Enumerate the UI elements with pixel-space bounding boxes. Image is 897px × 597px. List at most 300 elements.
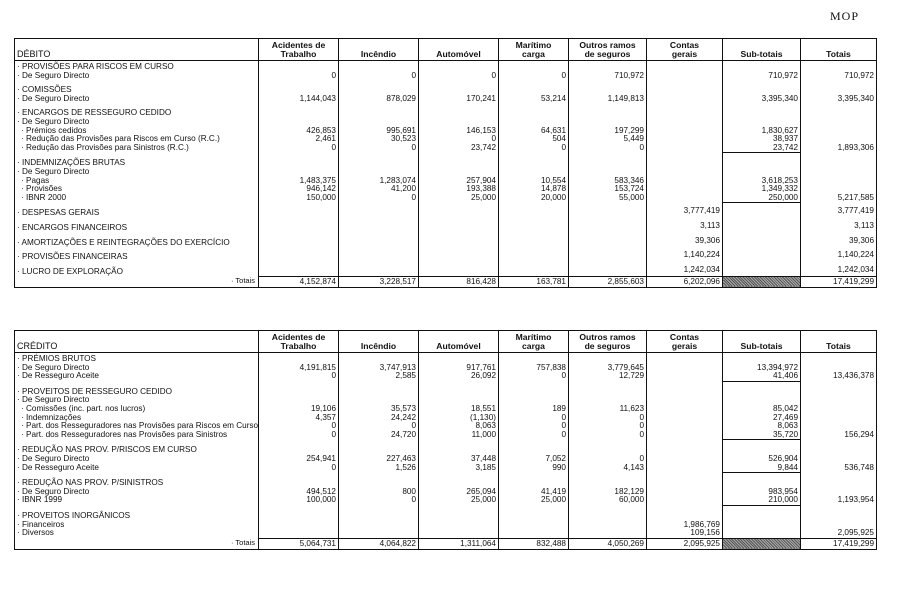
table-row (15, 107, 877, 118)
table-row (15, 135, 877, 144)
cell-value: 11,623 (569, 405, 647, 414)
cell-value (801, 135, 877, 144)
table-row (15, 405, 877, 414)
cell-value (259, 396, 339, 405)
cell-value: 5,449 (569, 135, 647, 144)
table-row (15, 372, 877, 381)
total-value: 3,228,517 (339, 276, 419, 287)
cell-value: 878,029 (339, 95, 419, 104)
row-label: · IBNR 1999 (15, 496, 259, 505)
cell-value (723, 157, 801, 168)
row-label: · IBNR 2000 (15, 194, 259, 203)
totals-label: · Totais (15, 276, 259, 287)
row-label: · Pagas (15, 177, 259, 186)
cell-value: 257,904 (419, 177, 499, 186)
cell-value (419, 157, 499, 168)
cell-value: 3,777,419 (801, 207, 877, 218)
shaded-cell (723, 276, 801, 287)
cell-value (647, 61, 723, 72)
cell-value (801, 510, 877, 521)
cell-value: 12,729 (569, 372, 647, 381)
cell-value (569, 353, 647, 364)
cell-value (569, 386, 647, 397)
cell-value: 20,000 (499, 194, 569, 203)
cell-value: 11,000 (419, 431, 499, 440)
table-row (15, 510, 877, 521)
cell-value: 41,406 (723, 372, 801, 381)
cell-value: 189 (499, 405, 569, 414)
section-label: · PRÉMIOS BRUTOS (15, 353, 259, 364)
cell-value (499, 266, 569, 277)
cell-value (499, 444, 569, 455)
cell-value: 0 (499, 422, 569, 431)
table-row (15, 194, 877, 203)
cell-value: 210,000 (723, 496, 801, 505)
cell-value (339, 222, 419, 233)
cell-value (569, 396, 647, 405)
cell-value (647, 127, 723, 136)
row-label: · Redução das Provisões para Riscos em Curso (R.C.) (15, 135, 259, 144)
column-header: Totais (801, 331, 877, 353)
table-row (15, 266, 877, 277)
cell-value (723, 251, 801, 262)
cell-value (801, 477, 877, 488)
cell-value (419, 266, 499, 277)
table-row (15, 222, 877, 233)
cell-value (723, 396, 801, 405)
section-label: · INDEMNIZAÇÕES BRUTAS (15, 157, 259, 168)
row-label: · De Seguro Directo (15, 168, 259, 177)
cell-value: 13,436,378 (801, 372, 877, 381)
row-label: · De Seguro Directo (15, 455, 259, 464)
cell-value: 37,448 (419, 455, 499, 464)
table-row (15, 464, 877, 473)
document-code: MOP (830, 9, 860, 23)
cell-value (419, 251, 499, 262)
totals-row (15, 538, 877, 549)
cell-value: 35,573 (339, 405, 419, 414)
table-row (15, 61, 877, 72)
cell-value (647, 84, 723, 95)
cell-value: 1,349,332 (723, 185, 801, 194)
cell-value (647, 353, 723, 364)
table-row (15, 496, 877, 505)
cell-value (569, 118, 647, 127)
cell-value: 14,878 (499, 185, 569, 194)
cell-value (801, 107, 877, 118)
cell-value (801, 405, 877, 414)
cell-value (419, 107, 499, 118)
total-value: 2,095,925 (647, 538, 723, 549)
row-label: · Prémios cedidos (15, 127, 259, 136)
cell-value: 4,143 (569, 464, 647, 473)
cell-value (339, 353, 419, 364)
table-row (15, 157, 877, 168)
cell-value: 18,551 (419, 405, 499, 414)
cell-value: 0 (259, 431, 339, 440)
cell-value: 0 (259, 422, 339, 431)
cell-value (339, 396, 419, 405)
table-row (15, 521, 877, 530)
cell-value (801, 444, 877, 455)
cell-value: 35,720 (723, 431, 801, 440)
table-row (15, 127, 877, 136)
column-header: Marítimo carga (499, 331, 569, 353)
column-header: Automóvel (419, 331, 499, 353)
cell-value (339, 266, 419, 277)
cell-value: 0 (339, 194, 419, 203)
cell-value (339, 118, 419, 127)
cell-value: 41,419 (499, 488, 569, 497)
cell-value (723, 222, 801, 233)
cell-value: 9,844 (723, 464, 801, 473)
cell-value: 0 (569, 431, 647, 440)
cell-value (259, 444, 339, 455)
cell-value: 526,904 (723, 455, 801, 464)
cell-value (259, 61, 339, 72)
cell-value: 60,000 (569, 496, 647, 505)
cell-value: 1,242,034 (647, 266, 723, 277)
cell-value: 0 (499, 414, 569, 423)
section-label: · ENCARGOS FINANCEIROS (15, 222, 259, 233)
cell-value: 193,388 (419, 185, 499, 194)
cell-value: 27,469 (723, 414, 801, 423)
cell-value: 0 (419, 72, 499, 81)
cell-value: 1,242,034 (801, 266, 877, 277)
cell-value (259, 118, 339, 127)
cell-value (569, 107, 647, 118)
cell-value: 0 (259, 72, 339, 81)
cell-value (647, 194, 723, 203)
cell-value (259, 510, 339, 521)
cell-value (801, 157, 877, 168)
cell-value (419, 237, 499, 248)
cell-value: 710,972 (801, 72, 877, 81)
cell-value (647, 477, 723, 488)
cell-value (499, 251, 569, 262)
cell-value (499, 157, 569, 168)
table-row (15, 386, 877, 397)
cell-value: 2,095,925 (801, 529, 877, 538)
total-value: 17,419,299 (801, 538, 877, 549)
row-label: · De Seguro Directo (15, 364, 259, 373)
cell-value: 1,149,813 (569, 95, 647, 104)
total-value: 832,488 (499, 538, 569, 549)
cell-value (569, 157, 647, 168)
total-value: 163,781 (499, 276, 569, 287)
cell-value: 41,200 (339, 185, 419, 194)
section-label: · DESPESAS GERAIS (15, 207, 259, 218)
cell-value (499, 386, 569, 397)
table-row (15, 364, 877, 373)
cell-value: 3,113 (647, 222, 723, 233)
table-row (15, 72, 877, 81)
cell-value: 995,691 (339, 127, 419, 136)
cell-value: 0 (569, 414, 647, 423)
cell-value (723, 510, 801, 521)
cell-value (259, 266, 339, 277)
cell-value (723, 207, 801, 218)
cell-value (499, 107, 569, 118)
cell-value (339, 84, 419, 95)
cell-value: 170,241 (419, 95, 499, 104)
total-value: 816,428 (419, 276, 499, 287)
cell-value (339, 107, 419, 118)
cell-value: 536,748 (801, 464, 877, 473)
cell-value (647, 107, 723, 118)
cell-value: 25,000 (499, 496, 569, 505)
cell-value (419, 168, 499, 177)
cell-value (499, 118, 569, 127)
cell-value (499, 61, 569, 72)
cell-value (569, 510, 647, 521)
section-label: · LUCRO DE EXPLORAÇÃO (15, 266, 259, 277)
cell-value (499, 222, 569, 233)
column-header: Marítimo carga (499, 39, 569, 61)
cell-value: 917,761 (419, 364, 499, 373)
cell-value: 1,144,043 (259, 95, 339, 104)
cell-value: 800 (339, 488, 419, 497)
cell-value: 0 (339, 144, 419, 153)
section-label: · COMISSÕES (15, 84, 259, 95)
cell-value: 2,461 (259, 135, 339, 144)
cell-value (499, 477, 569, 488)
cell-value: 0 (569, 455, 647, 464)
cell-value: 3,113 (801, 222, 877, 233)
row-label: · Redução das Provisões para Sinistros (R.C.) (15, 144, 259, 153)
cell-value (801, 521, 877, 530)
section-label: · ENCARGOS DE RESSEGURO CEDIDO (15, 107, 259, 118)
credit-header-row (15, 331, 877, 353)
cell-value: 757,838 (499, 364, 569, 373)
table-row (15, 177, 877, 186)
cell-value: 0 (259, 464, 339, 473)
cell-value (723, 118, 801, 127)
cell-value (569, 521, 647, 530)
cell-value: 946,142 (259, 185, 339, 194)
totals-label: · Totais (15, 538, 259, 549)
cell-value (801, 422, 877, 431)
cell-value (569, 251, 647, 262)
cell-value (723, 84, 801, 95)
cell-value (647, 157, 723, 168)
cell-value (801, 353, 877, 364)
cell-value: 10,554 (499, 177, 569, 186)
cell-value: 0 (499, 431, 569, 440)
cell-value (419, 386, 499, 397)
cell-value (339, 510, 419, 521)
cell-value (647, 118, 723, 127)
cell-value: 3,747,913 (339, 364, 419, 373)
cell-value (339, 386, 419, 397)
cell-value (419, 529, 499, 538)
table-row (15, 84, 877, 95)
column-header: Contas gerais (647, 331, 723, 353)
cell-value (647, 455, 723, 464)
cell-value (339, 61, 419, 72)
table-row (15, 185, 877, 194)
table-row (15, 168, 877, 177)
cell-value (419, 353, 499, 364)
cell-value (339, 207, 419, 218)
cell-value (259, 222, 339, 233)
cell-value (259, 251, 339, 262)
cell-value (569, 168, 647, 177)
cell-value (569, 207, 647, 218)
table-row (15, 455, 877, 464)
total-value: 17,419,299 (801, 276, 877, 287)
cell-value: 0 (499, 144, 569, 153)
cell-value (801, 414, 877, 423)
row-label: · De Seguro Directo (15, 72, 259, 81)
row-label: · De Resseguro Aceite (15, 464, 259, 473)
table-row (15, 237, 877, 248)
cell-value (801, 386, 877, 397)
table-row (15, 207, 877, 218)
section-label: · REDUÇÃO NAS PROV. P/RISCOS EM CURSO (15, 444, 259, 455)
table-row (15, 251, 877, 262)
column-header: Outros ramos de seguros (569, 39, 647, 61)
cell-value: 39,306 (647, 237, 723, 248)
column-header: Sub-totais (723, 331, 801, 353)
cell-value (569, 61, 647, 72)
cell-value (801, 185, 877, 194)
total-value: 4,152,874 (259, 276, 339, 287)
row-label: · Financeiros (15, 521, 259, 530)
cell-value (569, 529, 647, 538)
table-row (15, 414, 877, 423)
cell-value: 26,092 (419, 372, 499, 381)
cell-value (723, 107, 801, 118)
cell-value (801, 364, 877, 373)
cell-value: 23,742 (419, 144, 499, 153)
cell-value (801, 396, 877, 405)
cell-value: 0 (339, 422, 419, 431)
cell-value (339, 444, 419, 455)
cell-value: 13,394,972 (723, 364, 801, 373)
cell-value (499, 353, 569, 364)
cell-value (259, 84, 339, 95)
cell-value: 494,512 (259, 488, 339, 497)
total-value: 2,855,603 (569, 276, 647, 287)
cell-value (647, 414, 723, 423)
cell-value (647, 422, 723, 431)
column-header: Totais (801, 39, 877, 61)
totals-row (15, 276, 877, 287)
cell-value (647, 185, 723, 194)
cell-value: 3,618,253 (723, 177, 801, 186)
cell-value: 0 (499, 372, 569, 381)
column-header: Automóvel (419, 39, 499, 61)
cell-value: 146,153 (419, 127, 499, 136)
table-row (15, 431, 877, 440)
cell-value (499, 237, 569, 248)
cell-value: 2,585 (339, 372, 419, 381)
cell-value (647, 372, 723, 381)
cell-value: 1,193,954 (801, 496, 877, 505)
total-value: 5,064,731 (259, 538, 339, 549)
section-label: · PROVISÕES FINANCEIRAS (15, 251, 259, 262)
cell-value (723, 444, 801, 455)
cell-value (419, 84, 499, 95)
cell-value: 4,191,815 (259, 364, 339, 373)
cell-value (647, 431, 723, 440)
cell-value (723, 477, 801, 488)
total-value: 6,202,096 (647, 276, 723, 287)
cell-value (723, 353, 801, 364)
cell-value: 0 (569, 144, 647, 153)
cell-value (723, 521, 801, 530)
cell-value: 53,214 (499, 95, 569, 104)
cell-value: 265,094 (419, 488, 499, 497)
cell-value: 109,156 (647, 529, 723, 538)
row-label: · Part. dos Resseguradores nas Provisões para Riscos em Curso (15, 422, 259, 431)
cell-value: 1,483,375 (259, 177, 339, 186)
section-label: · PROVEITOS INORGÂNICOS (15, 510, 259, 521)
cell-value (419, 396, 499, 405)
column-header: Sub-totais (723, 39, 801, 61)
cell-value: 1,140,224 (801, 251, 877, 262)
cell-value (723, 529, 801, 538)
table-row (15, 353, 877, 364)
cell-value: 710,972 (723, 72, 801, 81)
cell-value: 150,000 (259, 194, 339, 203)
cell-value: 100,000 (259, 496, 339, 505)
row-label: · Indemnizações (15, 414, 259, 423)
cell-value: 8,063 (723, 422, 801, 431)
cell-value: 24,720 (339, 431, 419, 440)
cell-value: (1,130) (419, 414, 499, 423)
debito-title: DÉBITO (15, 39, 259, 61)
cell-value: 254,941 (259, 455, 339, 464)
cell-value (419, 61, 499, 72)
cell-value (339, 168, 419, 177)
cell-value: 3,777,419 (647, 207, 723, 218)
cell-value: 250,000 (723, 194, 801, 203)
column-header: Acidentes de Trabalho (259, 331, 339, 353)
row-label: · Diversos (15, 529, 259, 538)
column-header: Incêndio (339, 39, 419, 61)
cell-value: 227,463 (339, 455, 419, 464)
cell-value (647, 72, 723, 81)
cell-value: 182,129 (569, 488, 647, 497)
cell-value (801, 84, 877, 95)
cell-value (569, 266, 647, 277)
cell-value (339, 477, 419, 488)
cell-value: 4,357 (259, 414, 339, 423)
cell-value (259, 237, 339, 248)
total-value: 4,050,269 (569, 538, 647, 549)
cell-value: 153,724 (569, 185, 647, 194)
cell-value (647, 144, 723, 153)
cell-value (419, 118, 499, 127)
row-label: · Provisões (15, 185, 259, 194)
cell-value (499, 529, 569, 538)
cell-value: 1,830,627 (723, 127, 801, 136)
debit-table (14, 38, 877, 288)
cell-value: 983,954 (723, 488, 801, 497)
cell-value: 197,299 (569, 127, 647, 136)
cell-value (647, 386, 723, 397)
cell-value: 19,106 (259, 405, 339, 414)
cell-value (259, 529, 339, 538)
cell-value (499, 521, 569, 530)
cell-value (647, 444, 723, 455)
column-header: Outros ramos de seguros (569, 331, 647, 353)
shaded-cell (723, 538, 801, 549)
cell-value (419, 444, 499, 455)
cell-value (259, 353, 339, 364)
